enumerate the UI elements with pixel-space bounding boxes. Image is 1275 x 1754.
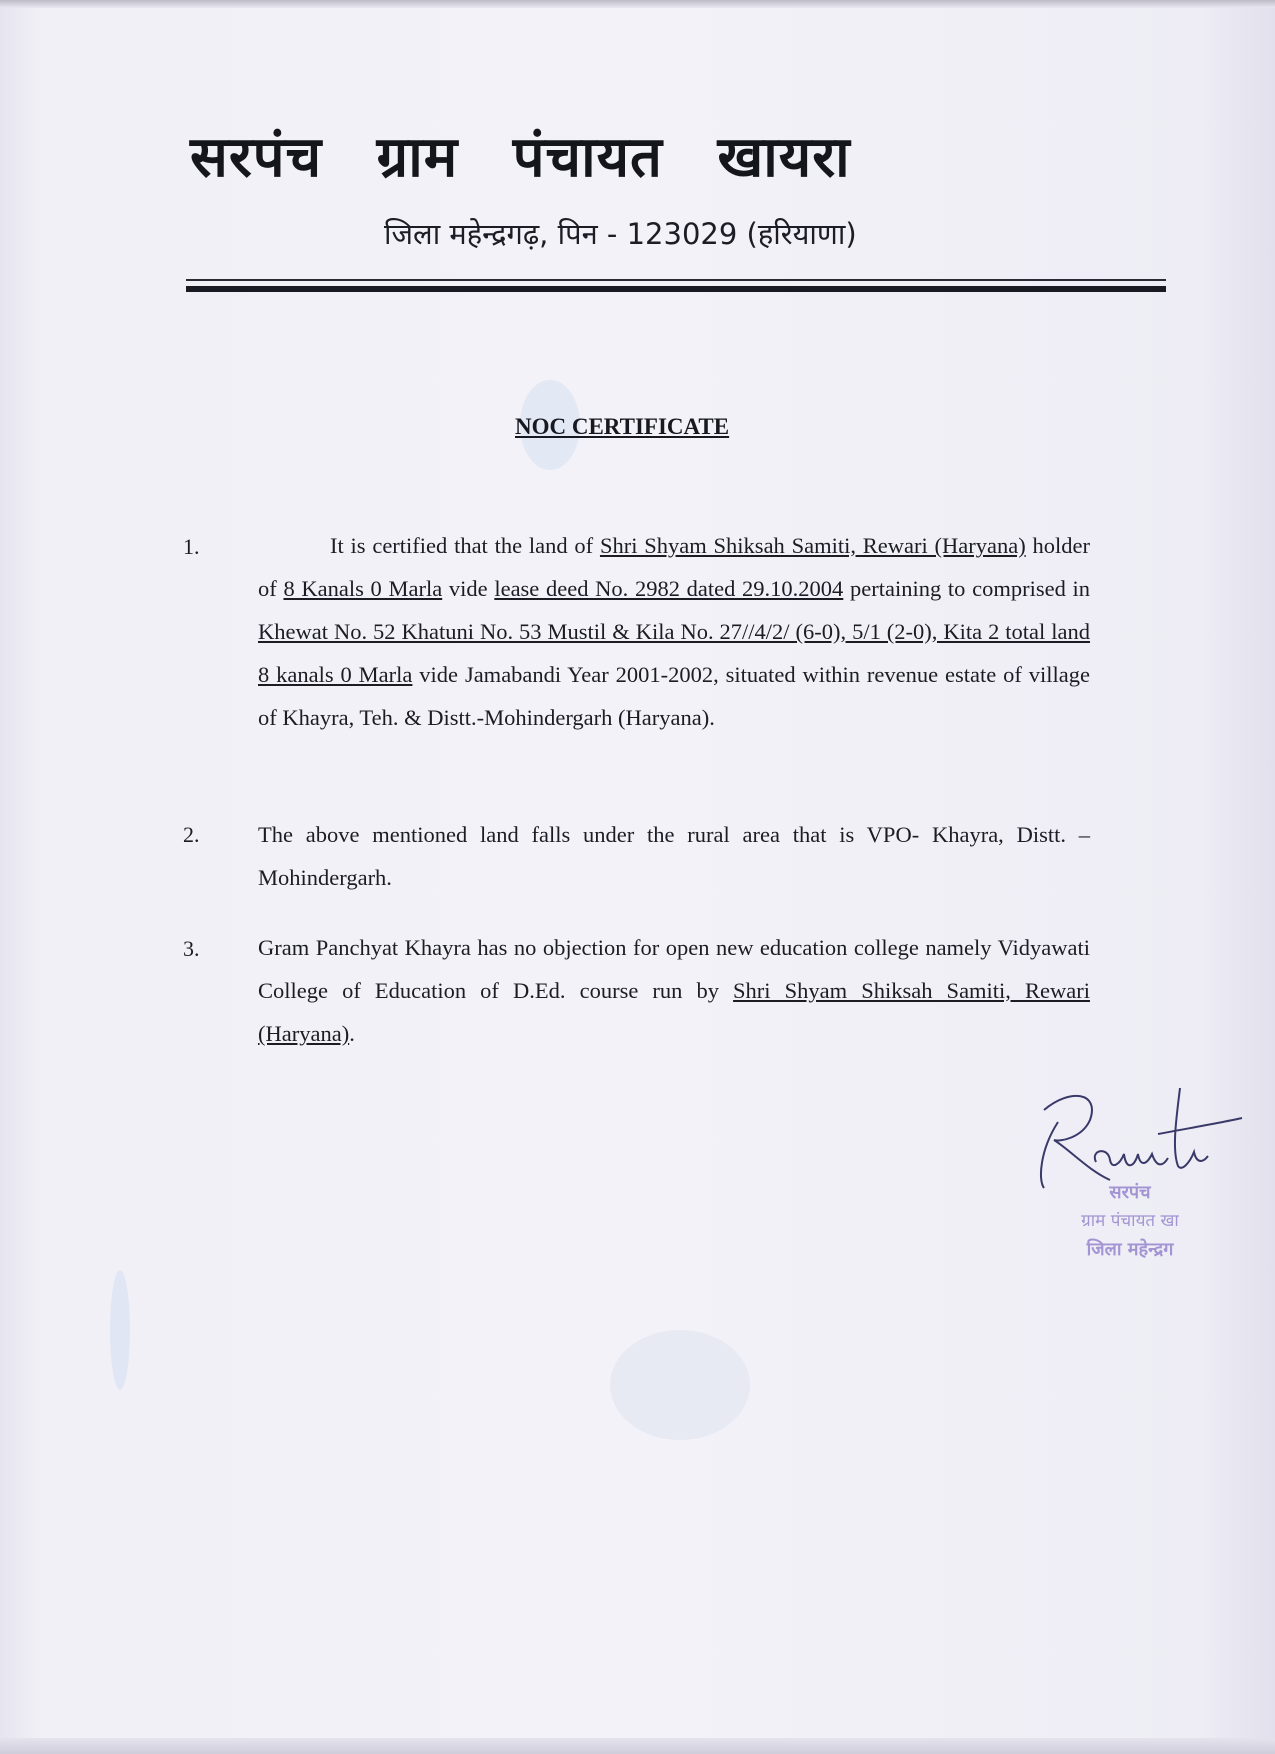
text-run: Gram Panchyat Khayra has no objection for open new education college namely Vidyawati College of Education of D.Ed. course run by (258, 935, 1090, 1003)
stamp-line: जिला महेन्द्रग (1086, 1239, 1174, 1260)
paragraph-2: The above mentioned land falls under the rural area that is VPO- Khayra, Distt. – Mohindergarh. (258, 822, 1090, 890)
paper-blemish (110, 1270, 130, 1390)
text-run: It is certified that the land of (330, 533, 600, 558)
letterhead-rule-thin (186, 279, 1166, 281)
underlined-khewat: Khewat No. 52 Khatuni No. 53 Mustil & Kila No. 27//4/2/ (6-0), 5/1 (2-0), Kita 2 total land 8 kanals 0 Marla (258, 619, 1090, 687)
text-run: holder of (258, 533, 1090, 601)
stamp-line: ग्राम पंचायत खा (1081, 1211, 1179, 1231)
stamp-line: सरपंच (1109, 1182, 1151, 1203)
underlined-area: 8 Kanals 0 Marla (283, 576, 443, 601)
text-run: . (349, 1021, 355, 1046)
item-number: 1. (183, 534, 200, 559)
underlined-lease-deed: lease deed No. 2982 dated 29.10.2004 (494, 576, 844, 601)
paragraph-1 (258, 524, 1090, 739)
page-top-edge (0, 0, 1275, 8)
page-bottom-edge (0, 1738, 1275, 1754)
paragraph-3 (258, 926, 1090, 1055)
underlined-owner: Shri Shyam Shiksah Samiti, Rewari (Haryana) (599, 533, 1026, 558)
letterhead-address: जिला महेन्द्रगढ़, पिन - 123029 (हरियाणा) (384, 217, 857, 251)
item-number: 2. (183, 822, 200, 847)
text-run: pertaining to comprised in (843, 576, 1091, 601)
underlined-owner: Shri Shyam Shiksah Samiti, Rewari (Haryana) (258, 978, 1090, 1046)
document-heading: NOC CERTIFICATE (515, 414, 730, 439)
paper-blemish (610, 1330, 750, 1440)
text-run: vide (442, 576, 495, 601)
official-stamp (1040, 1180, 1220, 1264)
item-number: 3. (183, 936, 200, 961)
letterhead-title: सरपंच ग्राम पंचायत खायरा (190, 125, 851, 190)
letterhead-rule (186, 286, 1166, 292)
text-run: vide Jamabandi Year 2001-2002, situated within revenue estate of village of Khayra, Teh. & Distt.-Mohindergarh (Haryana). (258, 662, 1090, 730)
